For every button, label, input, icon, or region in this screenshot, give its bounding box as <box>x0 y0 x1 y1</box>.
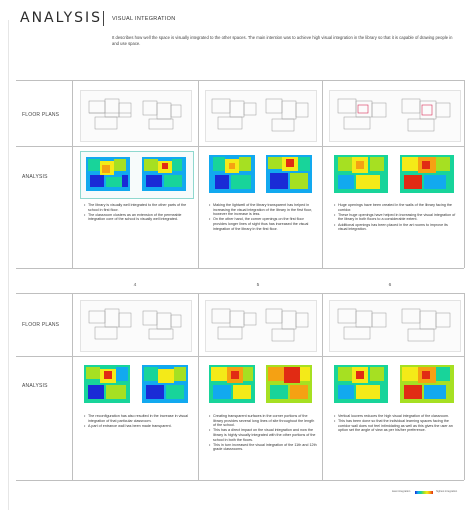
floor-plan-image <box>205 90 317 142</box>
column-number-6: 6 <box>388 283 392 288</box>
bullet-item: • Additional openings has been placed in the art rooms to improve its visual integration. <box>334 223 456 232</box>
bullet-item: • The library is visually well integrated to the other parts of the school in first floor. <box>84 203 192 212</box>
section-2-bottom-rule <box>16 480 464 481</box>
legend-color-scale <box>415 491 433 494</box>
row-label-floor-plans: FLOOR PLANS <box>22 322 60 328</box>
bullet-item: • Huge openings have been created in the walls of the library facing the corridor. <box>334 203 456 212</box>
heat-map-image <box>205 151 259 197</box>
column-number-4: 4 <box>133 283 137 288</box>
side-rule <box>8 20 9 510</box>
intro-text: It describes how well the space is visually integrated to the other spaces. The main intention was to achieve high visual integration in the library so that it is capable of drawing people in and use space. <box>112 35 453 46</box>
row-label-floor-plans: FLOOR PLANS <box>22 112 60 118</box>
section-1-bottom-rule <box>16 268 464 269</box>
bullet-item: • Vertical louvers reduces the high visual integration of the classroom. <box>334 414 456 419</box>
bullet-item: • Making the lightwell of the library transparent has helped in increasing the visual integration of the library in the first floor, however the increase is less. <box>209 203 317 217</box>
bullet-item: • Creating transparent surfaces in the corner portions of the library provides several long lines of site throughout the length of the school. <box>209 414 317 428</box>
title-separator <box>103 11 104 26</box>
section-2-right-rule <box>464 293 465 480</box>
legend-low-label: least integration <box>392 490 411 493</box>
row-label-analysis: ANALYSIS <box>22 383 48 389</box>
bullet-item: • A part of entrance wall has been made transparent. <box>84 424 192 429</box>
bullet-list <box>334 203 456 232</box>
floor-plan-image <box>329 90 461 142</box>
heat-map-image <box>396 151 458 197</box>
heat-map-image <box>262 361 316 407</box>
bullet-item: • This has been done so that the individual learning spaces facing the corridor wall does not feel intimidating as well as this gives the user an option set the angle of view as per his/her preference. <box>334 419 456 433</box>
bullet-list <box>209 414 317 453</box>
bullet-item: • On the other hand, the corner openings on the first floor provides longer lines of sight thus has increased the visual integration of the library in the first floor. <box>209 217 317 231</box>
section-2-col-divider-2 <box>322 293 323 480</box>
bullet-item: • The reconfiguration has also resulted in the increase in visual integration of that particular classroom. <box>84 414 192 423</box>
page-title: ANALYSIS <box>20 10 103 26</box>
heat-map-image <box>138 153 190 195</box>
row-label-analysis: ANALYSIS <box>22 174 48 180</box>
bullet-item: • This in turn increased the visual integration of the 11th and 12th grade classrooms. <box>209 443 317 452</box>
floor-plan-image <box>80 300 192 352</box>
section-2-top-rule <box>16 293 464 294</box>
floor-plan-image <box>329 300 461 352</box>
section-1-mid-rule <box>16 146 464 147</box>
floor-plan-image <box>80 90 192 142</box>
legend-high-label: highest integration <box>436 490 458 493</box>
heat-map-image <box>82 153 134 195</box>
bullet-item: • The classroom clusters as an extension of the permeable integration core of the school is visually well integrated. <box>84 213 192 222</box>
section-1-top-rule <box>16 80 464 81</box>
heat-map-image <box>138 361 192 407</box>
bullet-list <box>84 203 192 223</box>
section-1-right-rule <box>464 80 465 268</box>
bullet-item: • These huge openings have helped in increasing the visual integration of the library in both floors to a considerable extent. <box>334 213 456 222</box>
heat-map-image <box>396 361 458 407</box>
bullet-list <box>209 203 317 232</box>
section-2-label-divider <box>72 293 73 480</box>
section-1-col-divider-1 <box>198 80 199 268</box>
section-1-label-divider <box>72 80 73 268</box>
bullet-list <box>84 414 192 429</box>
heat-map-image <box>80 361 134 407</box>
section-2-col-divider-1 <box>198 293 199 480</box>
heat-map-image <box>330 361 392 407</box>
section-1-col-divider-2 <box>322 80 323 268</box>
heat-map-image <box>262 151 316 197</box>
bullet-list <box>334 414 456 434</box>
column-number-5: 5 <box>256 283 260 288</box>
heat-map-image <box>330 151 392 197</box>
floor-plan-image <box>205 300 317 352</box>
bullet-item: • This has a direct impact on the visual integration and now the library is highly visually integrated with the other portions of the school in both the floors. <box>209 428 317 442</box>
section-2-mid-rule <box>16 356 464 357</box>
heat-map-image <box>205 361 259 407</box>
page-subtitle: VISUAL INTEGRATION <box>112 16 176 22</box>
